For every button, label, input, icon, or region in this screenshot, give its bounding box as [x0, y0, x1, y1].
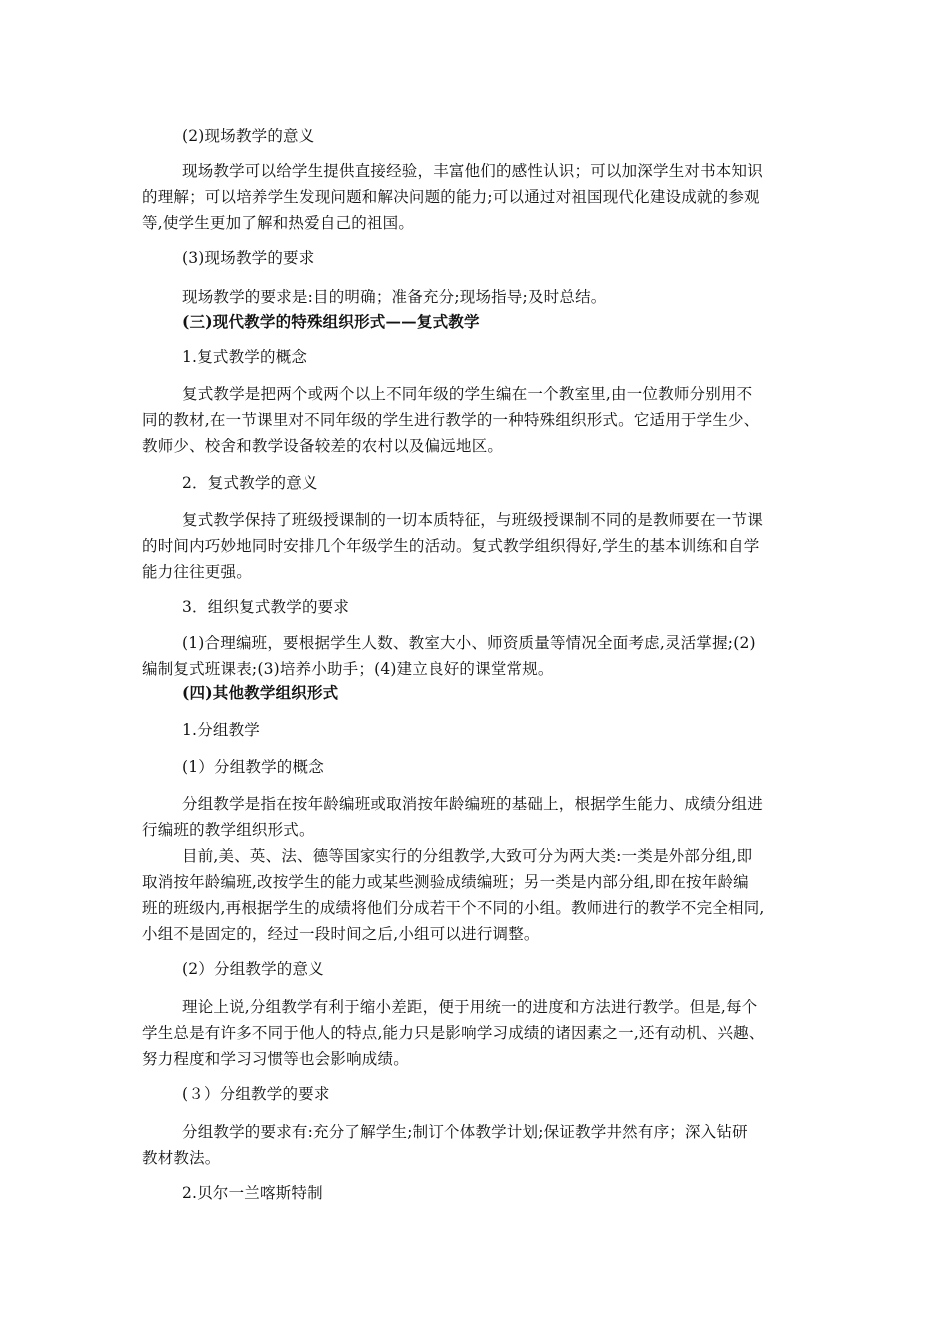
- paragraph-line: 能力往往更强。: [142, 563, 252, 581]
- subheading-group-requirements: (３）分组教学的要求: [182, 1085, 330, 1103]
- paragraph-line: 学生总是有许多不同于他人的特点,能力只是影响学习成绩的诸因素之一,还有动机、兴趣、: [142, 1024, 765, 1042]
- paragraph-line: 取消按年龄编班,改按学生的能力或某些测验成绩编班；另一类是内部分组,即在按年龄编: [142, 873, 749, 891]
- section-heading-compound-teaching: (三)现代教学的特殊组织形式——复式教学: [182, 312, 480, 331]
- paragraph-line: 现场教学的要求是:目的明确；准备充分;现场指导;及时总结。: [182, 288, 607, 306]
- paragraph-line: 目前,美、英、法、德等国家实行的分组教学,大致可分为两大类:一类是外部分组,即: [182, 847, 753, 865]
- subheading-compound-concept: 1.复式教学的概念: [182, 348, 308, 366]
- paragraph-line: 同的教材,在一节课里对不同年级的学生进行教学的一种特殊组织形式。它适用于学生少、: [142, 411, 760, 429]
- paragraph-line: 的理解；可以培养学生发现问题和解决问题的能力;可以通过对祖国现代化建设成就的参观: [142, 188, 760, 206]
- paragraph-line: 等,使学生更加了解和热爱自己的祖国。: [142, 214, 415, 232]
- paragraph-line: 分组教学是指在按年龄编班或取消按年龄编班的基础上，根据学生能力、成绩分组进: [182, 795, 763, 813]
- paragraph-line: 教材教法。: [142, 1149, 221, 1167]
- paragraph-line: 小组不是固定的，经过一段时间之后,小组可以进行调整。: [142, 925, 540, 943]
- paragraph-line: 复式教学保持了班级授课制的一切本质特征，与班级授课制不同的是教师要在一节课: [182, 511, 763, 529]
- paragraph-line: (1)合理编班，要根据学生人数、教室大小、师资质量等情况全面考虑,灵活掌握;(2): [182, 634, 756, 652]
- subheading-group-teaching: 1.分组教学: [182, 721, 260, 739]
- section-heading-other-forms: (四)其他教学组织形式: [182, 683, 339, 702]
- paragraph-line: 现场教学可以给学生提供直接经验，丰富他们的感性认识；可以加深学生对书本知识: [182, 162, 763, 180]
- subheading-group-concept: (1）分组教学的概念: [182, 758, 324, 776]
- paragraph-line: 行编班的教学组织形式。: [142, 821, 315, 839]
- subheading-compound-requirements: 3．组织复式教学的要求: [182, 598, 350, 616]
- subheading-compound-significance: 2．复式教学的意义: [182, 474, 318, 492]
- paragraph-line: 理论上说,分组教学有利于缩小差距，便于用统一的进度和方法进行教学。但是,每个: [182, 998, 758, 1016]
- paragraph-line: 复式教学是把两个或两个以上不同年级的学生编在一个教室里,由一位教师分别用不: [182, 385, 753, 403]
- subheading-bell-lancaster: 2.贝尔一兰喀斯特制: [182, 1184, 323, 1202]
- paragraph-line: 的时间内巧妙地同时安排几个年级学生的活动。复式教学组织得好,学生的基本训练和自学: [142, 537, 760, 555]
- subheading-group-significance: (2）分组教学的意义: [182, 960, 324, 978]
- subheading-onsite-requirements: (3)现场教学的要求: [182, 249, 315, 267]
- paragraph-line: 班的班级内,再根据学生的成绩将他们分成若干个不同的小组。教师进行的教学不完全相同,: [142, 899, 765, 917]
- paragraph-line: 教师少、校舍和教学设备较差的农村以及偏远地区。: [142, 437, 504, 455]
- paragraph-line: 分组教学的要求有:充分了解学生;制订个体教学计划;保证教学井然有序；深入钻研: [182, 1123, 748, 1141]
- paragraph-line: 编制复式班课表;(3)培养小助手；(4)建立良好的课堂常规。: [142, 660, 554, 678]
- subheading-onsite-significance: (2)现场教学的意义: [182, 127, 315, 145]
- paragraph-line: 努力程度和学习习惯等也会影响成绩。: [142, 1050, 409, 1068]
